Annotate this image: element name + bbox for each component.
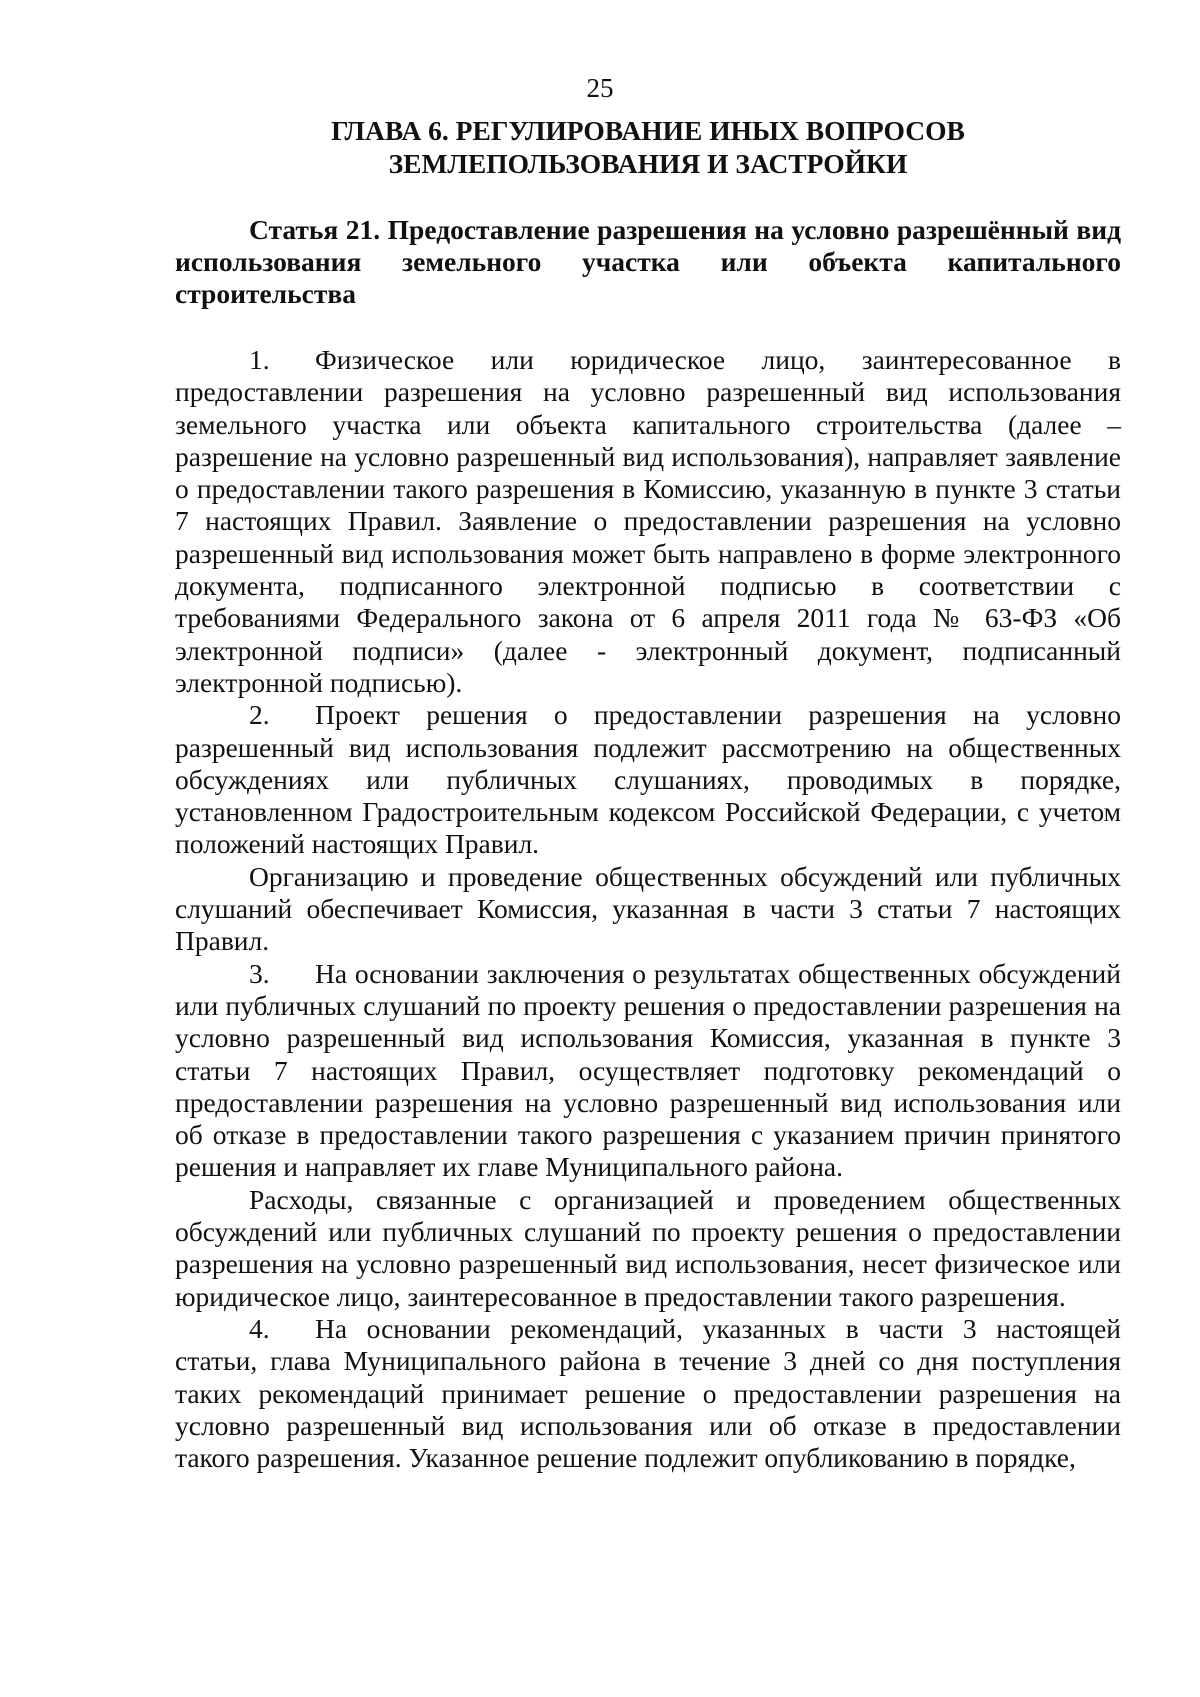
- paragraph-text: Физическое или юридическое лицо, заинтересованное в предоставлении разрешения на условно разрешенный вид использования земельного участка или объекта капитального строительства (далее – разрешение на условно разрешенный вид использования), направляет заявление о предоставлении такого разрешения в Комиссию, указанную в пункте 3 статьи 7 настоящих Правил. Заявление о предоставлении разрешения на условно разрешенный вид использования может быть направлено в форме электронного документа, подписанного электронной подписью в соответствии с требованиями Федерального закона от 6 апреля 2011 года № 63-ФЗ «Об электронной подписи» (далее - электронный документ, подписанный электронной подписью).: [175, 344, 1121, 698]
- paragraph-number: 1.: [249, 344, 270, 375]
- paragraph-2-continuation: [175, 861, 1121, 958]
- article-title: Статья 21. Предоставление разрешения на условно разрешённый вид использования земельного участка или объекта капитального строительства: [175, 214, 1121, 309]
- page-number: 25: [586, 73, 614, 103]
- paragraph-3-continuation: [175, 1184, 1121, 1313]
- paragraph-number: 2.: [249, 699, 270, 731]
- paragraph-3: [175, 958, 1121, 1184]
- paragraph-text: На основании заключения о результатах общественных обсуждений или публичных слушаний по проекту решения о предоставлении разрешения на условно разрешенный вид использования Комиссия, указанная в пункте 3 статьи 7 настоящих Правил, осуществляет подготовку рекомендаций о предоставлении разрешения на условно разрешенный вид использования или об отказе в предоставлении такого разрешения с указанием причин принятого решения и направляет их главе Муниципального района.: [175, 957, 1121, 1183]
- paragraph-4: [175, 1313, 1121, 1474]
- paragraph-2: [175, 699, 1121, 860]
- paragraph-number: 4.: [249, 1312, 270, 1344]
- paragraph-text: На основании рекомендаций, указанных в части 3 настоящей статьи, глава Муниципального района в течение 3 дней со дня поступления таких рекомендаций принимает решение о предоставлении разрешения на условно разрешенный вид использования или об отказе в предоставлении такого разрешения. Указанное решение подлежит опубликованию в порядке,: [175, 1312, 1121, 1474]
- chapter-title-line-2: ЗЕМЛЕПОЛЬЗОВАНИЯ И ЗАСТРОЙКИ: [388, 148, 908, 179]
- chapter-title-line-1: ГЛАВА 6. РЕГУЛИРОВАНИЕ ИНЫХ ВОПРОСОВ: [331, 115, 965, 146]
- paragraph-text: Проект решения о предоставлении разрешения на условно разрешенный вид использования подлежит рассмотрению на общественных обсуждениях или публичных слушаниях, проводимых в порядке, установленном Градостроительным кодексом Российской Федерации, с учетом положений настоящих Правил.: [175, 699, 1121, 860]
- article-body: [175, 344, 1121, 1474]
- paragraph-1: [175, 344, 1121, 699]
- paragraph-text: Организацию и проведение общественных обсуждений или публичных слушаний обеспечивает Комиссия, указанная в части 3 статьи 7 настоящих Правил.: [175, 860, 1121, 957]
- paragraph-text: Расходы, связанные с организацией и проведением общественных обсуждений или публичных слушаний по проекту решения о предоставлении разрешения на условно разрешенный вид использования, несет физическое или юридическое лицо, заинтересованное в предоставлении такого разрешения.: [175, 1183, 1121, 1312]
- chapter-title: [175, 114, 1121, 180]
- paragraph-number: 3.: [249, 957, 270, 989]
